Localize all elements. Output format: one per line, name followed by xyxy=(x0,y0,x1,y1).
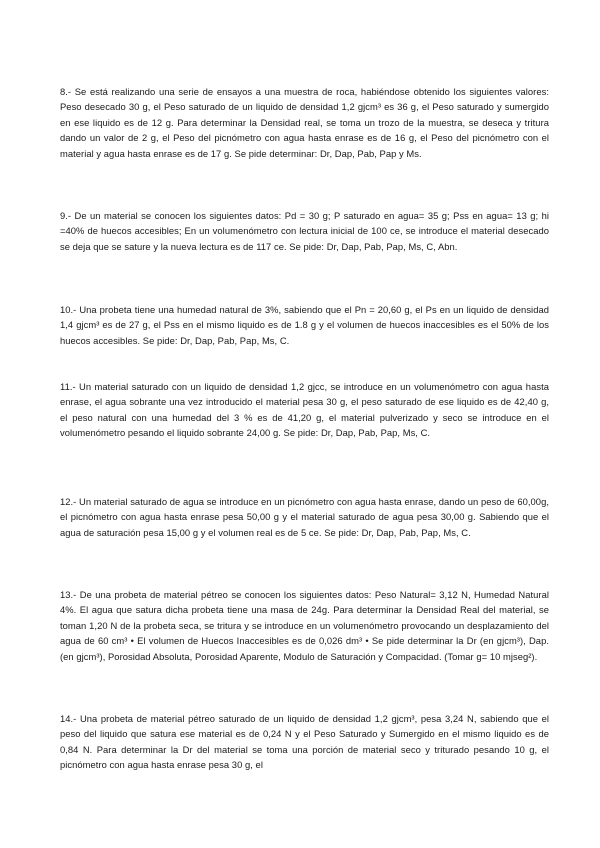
problem-11: 11.- Un material saturado con un liquido de densidad 1,2 gjcc, se introduce en un volumenómetro con agua hasta enrase, el agua sobrante una vez introducido el material pesa 30 g, el peso saturado de ese liquido es de 42,40 g, el peso natural con una humedad del 3 % es de 41,20 g, el material pulverizado y seco se introduce en el volumenómetro pesando el liquido sobrante 24,00 g. Se pide: Dr, Dap, Pab, Pap, Ms, C. xyxy=(60,381,549,439)
problem-9: 9.- De un material se conocen los siguientes datos: Pd = 30 g; P saturado en agua= 35 g; Pss en agua= 13 g; hi =40% de huecos accesibles; En un volumenómetro con lectura inicial de 100 ce, se introduce el material desecado se deja que se sature y la nueva lectura es de 117 ce. Se pide: Dr, Dap, Pab, Pap, Ms, C, Abn. xyxy=(60,210,549,252)
problem-13: 13.- De una probeta de material pétreo se conocen los siguientes datos: Peso Natural= 3,12 N, Humedad Natural 4%. El agua que satura dicha probeta tiene una masa de 24g. Para determinar la Densidad Real del material, se toman 1,20 N de la probeta seca, se tritura y se introduce en un volumenómetro provocando un desplazamiento del agua de 60 cm³ • El volumen de Huecos Inaccesibles es de 0,026 dm³ • Se pide determinar la Dr (en gjcm³), Dap. (en gjcm³), Porosidad Absoluta, Porosidad Aparente, Modulo de Saturación y Compacidad. (Tomar g= 10 mjseg²). xyxy=(60,589,549,662)
problem-10: 10.- Una probeta tiene una humedad natural de 3%, sabiendo que el Pn = 20,60 g, el Ps en un liquido de densidad 1,4 gjcm³ es de 27 g, el Pss en el mismo liquido es de 1.8 g y el volumen de huecos inaccesibles es el 50% de los huecos accesibles. Se pide: Dr, Dap, Pab, Pap, Ms, C. xyxy=(60,304,549,346)
problem-8: 8.- Se está realizando una serie de ensayos a una muestra de roca, habiéndose obtenido los siguientes valores: Peso desecado 30 g, el Peso saturado de un liquido de densidad 1,2 gjcm³ es 36 g, el Peso saturado y sumergido en ese liquido es de 12 g. Para determinar la Densidad real, se toma un trozo de la muestra, se deseca y tritura dando un valor de 2 g, el Peso del picnómetro con agua hasta enrase es de 16 g, el Peso del picnómetro con el material y agua hasta enrase es de 17 g. Se pide determinar: Dr, Dap, Pab, Pap y Ms. xyxy=(60,86,549,159)
problem-14: 14.- Una probeta de material pétreo saturado de un liquido de densidad 1,2 gjcm³, pesa 3,24 N, sabiendo que el peso del liquido que satura ese material es de 0,24 N y el Peso Saturado y Sumergido en el mismo liquido es de 0,84 N. Para determinar la Dr del material se toma una porción de material seco y triturado pesando 10 g, el picnómetro con agua hasta enrase pesa 30 g, el xyxy=(60,713,549,771)
problem-12: 12.- Un material saturado de agua se introduce en un picnómetro con agua hasta enrase, dando un peso de 60,00g, el picnómetro con agua hasta enrase pesa 50,00 g y el material saturado de agua pesa 30,00 g. Sabiendo que el agua de saturación pesa 15,00 g y el volumen real es de 5 ce. Se pide: Dr, Dap, Pab, Pap, Ms, C. xyxy=(60,496,549,538)
